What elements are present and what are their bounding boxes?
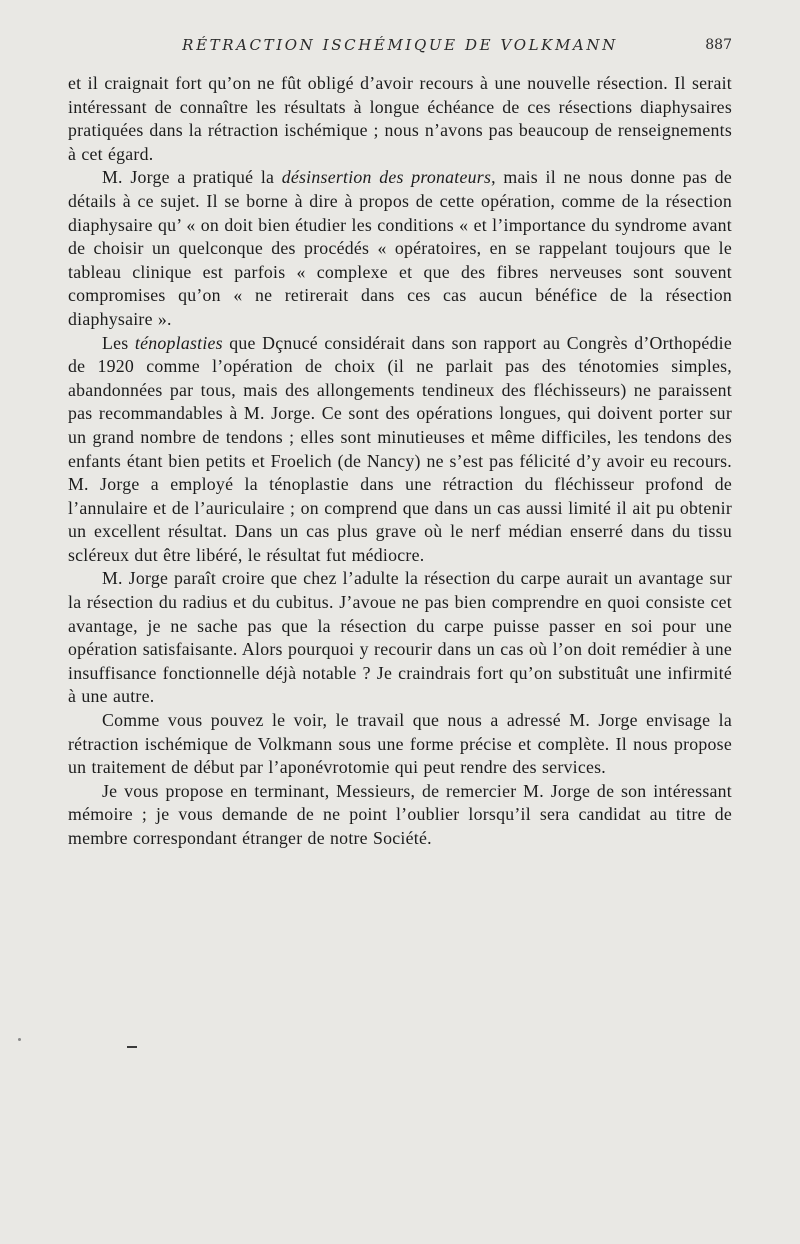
paragraph-6 (68, 780, 732, 851)
text-segment: Comme vous pouvez le voir, le travail que nous a adressé M. Jorge envisage la rétraction ischémique de Volkmann sous une forme précise et complète. Il nous propose un traitement de début par l’aponévrotomie qui peut rendre des services. (68, 710, 732, 778)
body-text (68, 72, 732, 851)
paragraph-3 (68, 332, 732, 568)
text-segment: Je vous propose en terminant, Messieurs, de remercier M. Jorge de son intéressant mémoire ; je vous demande de ne point l’oublier lorsqu’il sera candidat au titre de membre correspondant étranger de notre Société. (68, 780, 732, 848)
italic-term: ténoplasties (134, 332, 223, 353)
paragraph-1 (68, 72, 732, 166)
paper-speck (18, 1038, 21, 1041)
paragraph-2 (68, 166, 732, 331)
text-segment: Les (102, 332, 135, 353)
text-segment: M. Jorge paraît croire que chez l’adulte la résection du carpe aurait un avantage sur la résection du radius et du cubitus. J’avoue ne pas bien comprendre en quoi consiste cet avantage, je ne sache pas que la résection du carpe puisse passer en soi pour une opération satisfaisante. Alors pourquoi y recourir dans un cas où l’on doit remédier à une insuffisance fonctionnelle déjà notable ? Je craindrais fort qu’on substituât une infirmité à une autre. (68, 568, 732, 707)
paragraph-5 (68, 709, 732, 780)
text-segment: , mais il ne nous donne pas de détails à ce sujet. Il se borne à dire à propos de cette opération, comme de la résection diaphysaire qu’ « on doit bien étudier les conditions « et l’importance du syndrome avant de choisir un quelconque des procédés « opératoires, en se rappelant toujours que le tableau clinique est parfois « complexe et que des fibres nerveuses sont souvent compromises qu’on « ne retirerait dans ces cas aucun bénéfice de la résection diaphysaire ». (68, 167, 733, 329)
italic-term: désinsertion des pronateurs (281, 167, 492, 188)
paragraph-4 (68, 567, 732, 709)
text-segment: et il craignait fort qu’on ne fût obligé d’avoir recours à une nouvelle résection. Il serait intéressant de connaître les résultats à longue échéance de ces résections diaphysaires pratiquées dans la rétraction ischémique ; nous n’avons pas beaucoup de renseignements à cet égard. (68, 73, 732, 164)
running-head (68, 36, 732, 60)
running-title: RÉTRACTION ISCHÉMIQUE DE VOLKMANN (182, 36, 618, 54)
text-segment: que Dçnucé considérait dans son rapport au Congrès d’Orthopédie de 1920 comme l’opération de choix (il ne parlait pas des ténotomies simples, abandonnées par tous, mais des allongements tendineux des fléchisseurs) ne paraissent pas recommandables à M. Jorge. Ce sont des opérations longues, qui doivent porter sur un grand nombre de tendons ; elles sont minutieuses et même difficiles, les tendons des enfants étant bien petits et Froelich (de Nancy) ne s’est pas félicité d’y avoir eu recours. M. Jorge a employé la ténoplastie dans une rétraction du fléchisseur profond de l’annulaire et de l’auriculaire ; on comprend que dans un cas aussi limité il ait pu obtenir un excellent résultat. Dans un cas plus grave où le nerf médian enserré dans du tissu scléreux dut être libéré, le résultat fut médiocre. (68, 332, 733, 565)
text-segment: M. Jorge a pratiqué la (102, 167, 282, 188)
printer-dash-mark (127, 1046, 137, 1048)
page-number: 887 (705, 37, 732, 53)
